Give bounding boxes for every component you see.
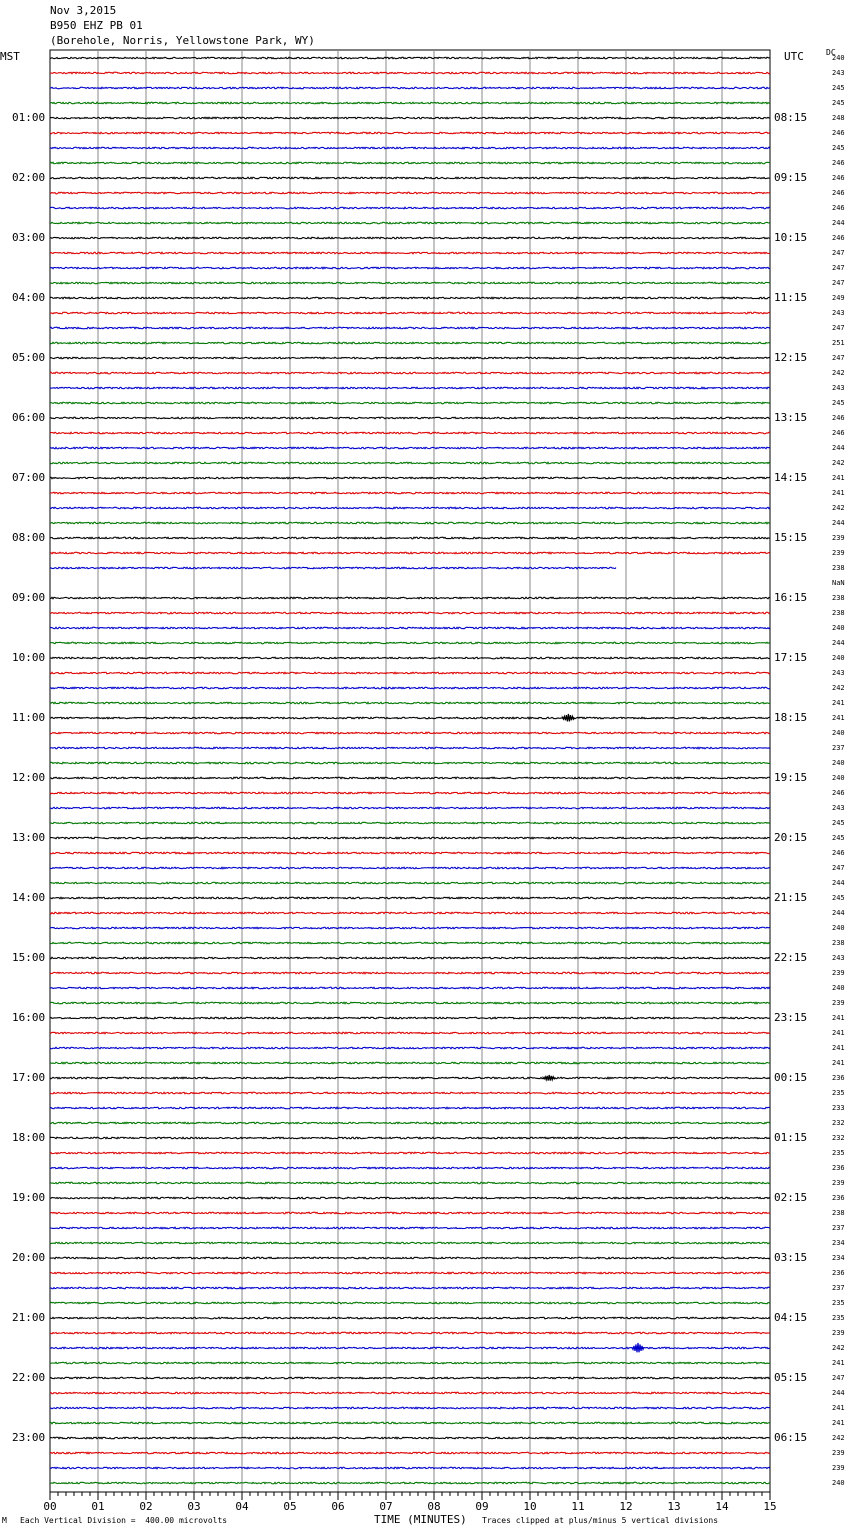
seismic-trace — [50, 1407, 770, 1409]
dc-offset-value: 237 — [832, 1224, 845, 1232]
seismic-trace — [50, 207, 770, 209]
seismic-event — [543, 1075, 555, 1081]
dc-offset-value: 234 — [832, 1239, 845, 1247]
dc-offset-value: 246 — [832, 204, 845, 212]
utc-hour-label: 20:15 — [774, 831, 808, 844]
utc-hour-label: 22:15 — [774, 951, 808, 964]
utc-hour-label: 15:15 — [774, 531, 808, 544]
dc-offset-value: 233 — [832, 1104, 845, 1112]
seismic-trace — [50, 102, 770, 104]
dc-offset-value: 241 — [832, 1419, 845, 1427]
seismic-trace — [50, 357, 770, 359]
mst-hour-label: 13:00 — [12, 831, 46, 844]
seismic-trace — [50, 387, 770, 389]
mst-hour-label: 14:00 — [12, 891, 46, 904]
mst-hour-label: 08:00 — [12, 531, 46, 544]
dc-offset-value: 243 — [832, 384, 845, 392]
dc-offset-value: 237 — [832, 744, 845, 752]
seismic-trace — [50, 897, 770, 899]
dc-offset-value: 239 — [832, 549, 845, 557]
x-tick-label: 13 — [667, 1500, 681, 1513]
seismic-trace — [50, 342, 770, 344]
plot-frame — [50, 50, 770, 1492]
seismic-trace — [50, 822, 770, 824]
dc-offset-value: 236 — [832, 1194, 845, 1202]
seismic-trace — [50, 852, 770, 854]
dc-offset-value: 245 — [832, 399, 845, 407]
seismic-trace — [50, 192, 770, 194]
seismic-trace — [50, 627, 770, 629]
dc-offset-value: 245 — [832, 84, 845, 92]
dc-offset-value: 240 — [832, 984, 845, 992]
dc-offset-value: 242 — [832, 459, 845, 467]
seismic-trace — [50, 252, 770, 254]
seismic-trace — [50, 1317, 770, 1319]
seismic-trace — [50, 447, 770, 449]
seismic-trace — [50, 1182, 770, 1184]
x-tick-label: 02 — [139, 1500, 153, 1513]
seismic-trace — [50, 1092, 770, 1094]
scale-note: Each Vertical Division = 400.00 microvolts — [20, 1516, 228, 1525]
seismic-trace — [50, 1242, 770, 1244]
seismic-trace — [50, 1437, 770, 1439]
dc-offset-value: 242 — [832, 504, 845, 512]
dc-offset-value: 239 — [832, 534, 845, 542]
mst-hour-label: 07:00 — [12, 471, 46, 484]
utc-hour-label: 10:15 — [774, 231, 808, 244]
seismic-trace — [50, 297, 770, 299]
seismic-trace — [50, 1077, 770, 1079]
x-tick-label: 12 — [619, 1500, 633, 1513]
dc-offset-value: 243 — [832, 309, 845, 317]
dc-offset-value: 245 — [832, 99, 845, 107]
seismic-trace — [50, 1167, 770, 1169]
dc-offset-value: 238 — [832, 939, 845, 947]
utc-hour-label: 04:15 — [774, 1311, 808, 1324]
dc-offset-value: 234 — [832, 1254, 845, 1262]
dc-offset-value: 245 — [832, 144, 845, 152]
dc-offset-value: NaN — [832, 579, 845, 587]
seismic-trace — [50, 402, 770, 404]
mst-hour-label: 12:00 — [12, 771, 46, 784]
dc-offset-value: 238 — [832, 609, 845, 617]
seismic-event — [632, 1343, 644, 1352]
dc-offset-value: 241 — [832, 474, 845, 482]
dc-offset-value: 246 — [832, 174, 845, 182]
dc-offset-value: 246 — [832, 129, 845, 137]
seismic-trace — [50, 942, 770, 944]
dc-offset-value: 243 — [832, 669, 845, 677]
dc-offset-value: 247 — [832, 354, 845, 362]
dc-offset-value: 239 — [832, 1449, 845, 1457]
seismic-trace — [50, 1377, 770, 1379]
mst-hour-label: 22:00 — [12, 1371, 46, 1384]
dc-offset-value: 246 — [832, 789, 845, 797]
utc-hour-label: 11:15 — [774, 291, 808, 304]
dc-offset-value: 243 — [832, 804, 845, 812]
seismic-trace — [50, 372, 770, 374]
dc-offset-value: 244 — [832, 879, 845, 887]
dc-offset-value: 241 — [832, 699, 845, 707]
left-axis-label: MST — [0, 50, 20, 63]
dc-offset-value: 242 — [832, 684, 845, 692]
dc-offset-value: 232 — [832, 1119, 845, 1127]
seismic-trace — [50, 912, 770, 914]
seismic-trace — [50, 1422, 770, 1424]
dc-offset-value: 247 — [832, 324, 845, 332]
x-tick-label: 10 — [523, 1500, 537, 1513]
seismic-trace — [50, 432, 770, 434]
seismic-trace — [50, 1017, 770, 1019]
seismic-trace — [50, 117, 770, 119]
seismic-trace — [50, 1137, 770, 1139]
mst-hour-label: 19:00 — [12, 1191, 46, 1204]
dc-offset-value: 244 — [832, 444, 845, 452]
seismic-trace — [50, 1332, 770, 1334]
x-tick-label: 03 — [187, 1500, 201, 1513]
seismic-trace — [50, 522, 770, 524]
dc-offset-value: 241 — [832, 489, 845, 497]
x-tick-label: 06 — [331, 1500, 345, 1513]
dc-offset-value: 236 — [832, 1074, 845, 1082]
seismic-trace — [50, 507, 770, 509]
dc-offset-value: 235 — [832, 1314, 845, 1322]
utc-hour-label: 19:15 — [774, 771, 808, 784]
mst-hour-label: 03:00 — [12, 231, 46, 244]
utc-hour-label: 06:15 — [774, 1431, 808, 1444]
mst-hour-label: 21:00 — [12, 1311, 46, 1324]
dc-label: DC — [826, 48, 836, 57]
seismic-trace — [50, 1212, 770, 1214]
seismic-trace — [50, 1227, 770, 1229]
seismic-trace — [50, 1062, 770, 1064]
dc-offset-value: 235 — [832, 1089, 845, 1097]
seismic-trace — [50, 1002, 770, 1004]
utc-hour-label: 17:15 — [774, 651, 808, 664]
seismic-trace — [50, 1272, 770, 1274]
seismic-trace — [50, 462, 770, 464]
dc-offset-value: 245 — [832, 894, 845, 902]
x-tick-label: 01 — [91, 1500, 105, 1513]
mst-hour-label: 17:00 — [12, 1071, 46, 1084]
dc-offset-value: 240 — [832, 54, 845, 62]
dc-offset-value: 241 — [832, 1044, 845, 1052]
x-tick-label: 05 — [283, 1500, 297, 1513]
x-tick-label: 09 — [475, 1500, 489, 1513]
dc-offset-value: 236 — [832, 1269, 845, 1277]
clip-note: Traces clipped at plus/minus 5 vertical divisions — [482, 1516, 719, 1525]
seismic-trace — [50, 237, 770, 239]
x-axis-label: TIME (MINUTES) — [374, 1513, 467, 1526]
seismic-trace — [50, 732, 770, 734]
seismic-trace — [50, 987, 770, 989]
dc-offset-value: 238 — [832, 594, 845, 602]
dc-offset-value: 240 — [832, 774, 845, 782]
utc-hour-label: 18:15 — [774, 711, 808, 724]
utc-hour-label: 09:15 — [774, 171, 808, 184]
seismic-trace — [50, 747, 770, 749]
seismic-trace — [50, 672, 770, 674]
station-location: (Borehole, Norris, Yellowstone Park, WY) — [50, 34, 315, 47]
seismic-trace — [50, 1392, 770, 1394]
mst-hour-label: 02:00 — [12, 171, 46, 184]
dc-offset-value: 246 — [832, 189, 845, 197]
dc-offset-value: 246 — [832, 429, 845, 437]
mst-hour-label: 06:00 — [12, 411, 46, 424]
dc-offset-value: 240 — [832, 759, 845, 767]
seismic-trace — [50, 1467, 770, 1469]
mst-hour-label: 23:00 — [12, 1431, 46, 1444]
utc-hour-label: 21:15 — [774, 891, 808, 904]
seismic-trace — [50, 657, 770, 659]
seismic-trace — [50, 927, 770, 929]
station-code: B950 EHZ PB 01 — [50, 19, 143, 32]
dc-offset-value: 246 — [832, 849, 845, 857]
dc-offset-value: 238 — [832, 1209, 845, 1217]
mst-hour-label: 11:00 — [12, 711, 46, 724]
dc-offset-value: 241 — [832, 1359, 845, 1367]
dc-offset-value: 247 — [832, 1374, 845, 1382]
dc-offset-value: 247 — [832, 279, 845, 287]
utc-hour-label: 02:15 — [774, 1191, 808, 1204]
seismic-trace — [50, 597, 770, 599]
seismic-trace — [50, 612, 770, 614]
dc-offset-value: 239 — [832, 1329, 845, 1337]
dc-offset-value: 241 — [832, 714, 845, 722]
dc-offset-value: 240 — [832, 1479, 845, 1487]
utc-hour-label: 14:15 — [774, 471, 808, 484]
dc-offset-value: 239 — [832, 1179, 845, 1187]
seismic-trace — [50, 1482, 770, 1484]
seismic-trace — [50, 417, 770, 419]
seismic-trace — [50, 87, 770, 89]
dc-offset-value: 246 — [832, 414, 845, 422]
seismic-trace — [50, 72, 770, 74]
seismic-trace — [50, 1032, 770, 1034]
seismic-trace — [50, 1302, 770, 1304]
seismic-trace — [50, 792, 770, 794]
seismic-trace — [50, 552, 770, 554]
dc-offset-value: 235 — [832, 1149, 845, 1157]
dc-offset-value: 245 — [832, 834, 845, 842]
dc-offset-value: 242 — [832, 1344, 845, 1352]
utc-hour-label: 13:15 — [774, 411, 808, 424]
seismic-trace — [50, 762, 770, 764]
seismic-trace — [50, 147, 770, 149]
seismic-trace — [50, 537, 770, 539]
seismic-trace — [50, 972, 770, 974]
dc-offset-value: 242 — [832, 369, 845, 377]
x-tick-label: 15 — [763, 1500, 777, 1513]
dc-offset-value: 238 — [832, 564, 845, 572]
dc-offset-value: 246 — [832, 234, 845, 242]
dc-offset-value: 243 — [832, 69, 845, 77]
dc-offset-value: 237 — [832, 1284, 845, 1292]
dc-offset-value: 240 — [832, 624, 845, 632]
dc-offset-value: 244 — [832, 519, 845, 527]
dc-offset-value: 248 — [832, 114, 845, 122]
utc-hour-label: 23:15 — [774, 1011, 808, 1024]
scale-mark: M — [2, 1516, 7, 1525]
seismic-trace — [50, 477, 770, 479]
seismic-trace — [50, 837, 770, 839]
dc-offset-value: 240 — [832, 654, 845, 662]
x-tick-label: 14 — [715, 1500, 729, 1513]
seismic-trace — [50, 177, 770, 179]
dc-offset-value: 249 — [832, 294, 845, 302]
dc-offset-value: 244 — [832, 219, 845, 227]
seismic-trace — [50, 1152, 770, 1154]
dc-offset-value: 239 — [832, 1464, 845, 1472]
seismic-trace — [50, 807, 770, 809]
dc-offset-value: 239 — [832, 969, 845, 977]
mst-hour-label: 04:00 — [12, 291, 46, 304]
seismic-trace — [50, 1347, 770, 1349]
dc-offset-value: 244 — [832, 639, 845, 647]
seismic-trace — [50, 1047, 770, 1049]
seismic-trace — [50, 882, 770, 884]
utc-hour-label: 05:15 — [774, 1371, 808, 1384]
mst-hour-label: 16:00 — [12, 1011, 46, 1024]
seismic-trace — [50, 702, 770, 704]
mst-hour-label: 15:00 — [12, 951, 46, 964]
utc-hour-label: 12:15 — [774, 351, 808, 364]
utc-hour-label: 16:15 — [774, 591, 808, 604]
x-tick-label: 07 — [379, 1500, 393, 1513]
seismic-trace — [50, 957, 770, 959]
utc-hour-label: 01:15 — [774, 1131, 808, 1144]
seismic-trace — [50, 312, 770, 314]
seismic-trace — [50, 687, 770, 689]
dc-offset-value: 232 — [832, 1134, 845, 1142]
mst-hour-label: 10:00 — [12, 651, 46, 664]
seismic-trace — [50, 327, 770, 329]
dc-offset-value: 242 — [832, 1434, 845, 1442]
dc-offset-value: 240 — [832, 924, 845, 932]
seismic-trace — [50, 642, 770, 644]
seismic-trace — [50, 777, 770, 779]
dc-offset-value: 251 — [832, 339, 845, 347]
utc-hour-label: 08:15 — [774, 111, 808, 124]
seismic-trace — [50, 492, 770, 494]
dc-offset-value: 246 — [832, 159, 845, 167]
x-tick-label: 04 — [235, 1500, 249, 1513]
seismic-event — [562, 714, 574, 721]
right-axis-label: UTC — [784, 50, 804, 63]
mst-hour-label: 05:00 — [12, 351, 46, 364]
seismic-trace — [50, 867, 770, 869]
x-tick-label: 11 — [571, 1500, 585, 1513]
dc-offset-value: 239 — [832, 999, 845, 1007]
dc-offset-value: 247 — [832, 264, 845, 272]
mst-hour-label: 09:00 — [12, 591, 46, 604]
seismic-trace — [50, 282, 770, 284]
dc-offset-value: 247 — [832, 864, 845, 872]
utc-hour-label: 03:15 — [774, 1251, 808, 1264]
plot-date: Nov 3,2015 — [50, 4, 117, 17]
seismic-trace — [50, 57, 770, 59]
seismic-trace — [50, 1197, 770, 1199]
seismic-trace — [50, 267, 770, 269]
seismic-trace — [50, 1122, 770, 1124]
mst-hour-label: 18:00 — [12, 1131, 46, 1144]
dc-offset-value: 241 — [832, 1059, 845, 1067]
dc-offset-value: 244 — [832, 909, 845, 917]
seismic-trace — [50, 162, 770, 164]
x-tick-label: 08 — [427, 1500, 441, 1513]
dc-offset-value: 235 — [832, 1299, 845, 1307]
mst-hour-label: 01:00 — [12, 111, 46, 124]
dc-offset-value: 236 — [832, 1164, 845, 1172]
utc-hour-label: 00:15 — [774, 1071, 808, 1084]
mst-hour-label: 20:00 — [12, 1251, 46, 1264]
seismic-trace — [50, 1362, 770, 1364]
seismic-trace — [50, 717, 770, 719]
dc-offset-value: 240 — [832, 729, 845, 737]
dc-offset-value: 243 — [832, 954, 845, 962]
seismic-trace — [50, 567, 616, 569]
dc-offset-value: 245 — [832, 819, 845, 827]
seismic-trace — [50, 1287, 770, 1289]
dc-offset-value: 247 — [832, 249, 845, 257]
dc-offset-value: 241 — [832, 1014, 845, 1022]
seismic-trace — [50, 1107, 770, 1109]
seismic-trace — [50, 1452, 770, 1454]
seismic-trace — [50, 222, 770, 224]
seismic-trace — [50, 1257, 770, 1259]
dc-offset-value: 241 — [832, 1029, 845, 1037]
x-tick-label: 00 — [43, 1500, 57, 1513]
dc-offset-value: 244 — [832, 1389, 845, 1397]
dc-offset-value: 241 — [832, 1404, 845, 1412]
seismic-trace — [50, 132, 770, 134]
